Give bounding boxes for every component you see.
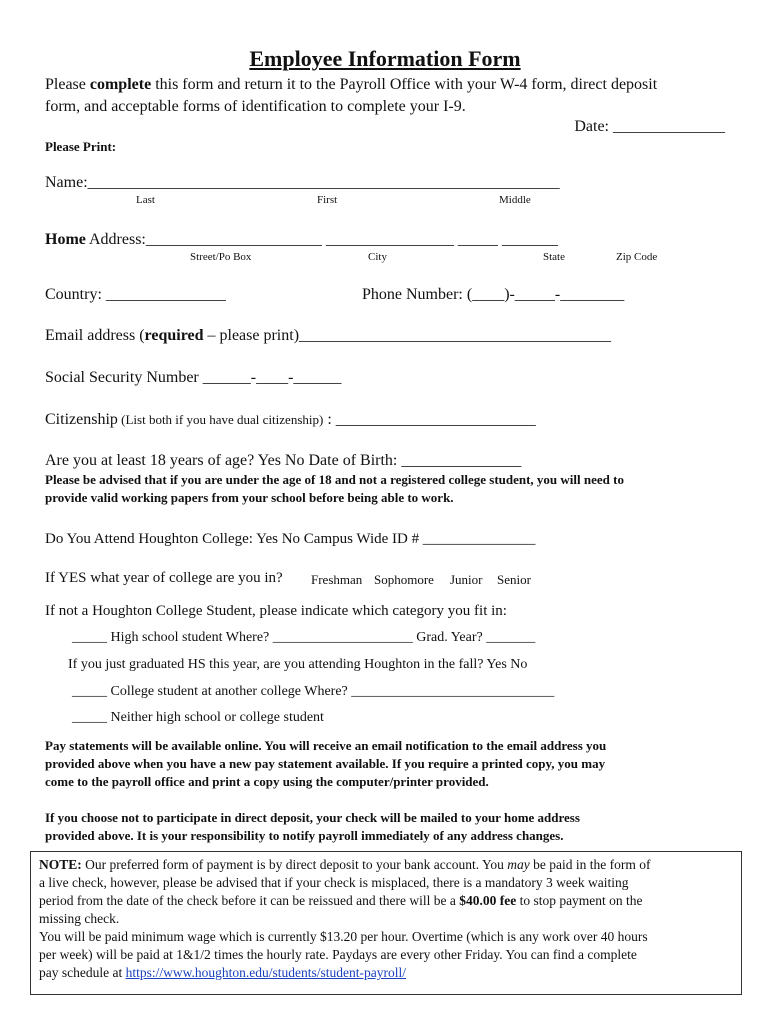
intro-line-2: form, and acceptable forms of identification to complete your I-9.: [45, 98, 466, 115]
note-box: [30, 851, 742, 995]
citizenship-hint: (List both if you have dual citizenship): [117, 412, 324, 427]
note-line-2: a live check, however, please be advised that if your check is misplaced, there is a mandatory 3 week waiting: [39, 875, 629, 890]
address-city-caption: City: [368, 251, 387, 263]
note-l3-c: to stop payment on the: [516, 893, 643, 908]
address-zip-caption: Zip Code: [616, 251, 658, 263]
name-first-caption: First: [317, 194, 338, 206]
address-field[interactable]: [45, 231, 558, 249]
houghton-question[interactable]: Do You Attend Houghton College: Yes No Campus Wide ID # _______________: [45, 531, 536, 547]
pay-statement-paragraph: [45, 737, 606, 791]
year-question: If YES what year of college are you in?: [45, 570, 283, 586]
year-option-freshman[interactable]: Freshman: [311, 572, 363, 587]
phone-field[interactable]: Phone Number: (____)-_____-________: [362, 286, 625, 303]
note-l7-a: pay schedule at: [39, 965, 126, 980]
email-label: Email address (: [45, 327, 145, 344]
note-fee: $40.00 fee: [459, 893, 517, 908]
age-note-line-1: Please be advised that if you are under the age of 18 and not a registered college student, you will need to: [45, 472, 624, 487]
note-l3-a: period from the date of the check before it can be reissued and there will be a: [39, 893, 460, 908]
form-title: Employee Information Form: [249, 46, 521, 71]
country-field[interactable]: Country: _______________: [45, 286, 226, 303]
note-text: [39, 856, 739, 982]
payroll-schedule-link[interactable]: https://www.houghton.edu/students/student-payroll/: [125, 965, 406, 980]
direct-deposit-line-1: If you choose not to participate in direct deposit, your check will be mailed to your home address: [45, 810, 580, 825]
name-field[interactable]: Name:___________________________________________________________: [45, 174, 560, 191]
note-line-4: missing check.: [39, 911, 120, 926]
citizenship-line: : _________________________: [323, 411, 536, 428]
year-option-sophomore[interactable]: Sophomore: [374, 572, 434, 587]
pay-statement-line-1: Pay statements will be available online. You will receive an email notification to the email address you: [45, 738, 607, 753]
citizenship-field[interactable]: [45, 411, 536, 429]
name-last-caption: Last: [136, 194, 155, 206]
note-line-1: [39, 856, 739, 874]
year-option-junior[interactable]: Junior: [450, 572, 483, 587]
citizenship-label: Citizenship: [45, 411, 118, 428]
college-line[interactable]: _____ College student at another college Where? _____________________________: [72, 684, 555, 699]
note-text-a: Our preferred form of payment is by direct deposit to your bank account. You: [81, 857, 508, 872]
age-question[interactable]: Are you at least 18 years of age? Yes No Date of Birth: _______________: [45, 452, 522, 469]
please-print-label: Please Print:: [45, 139, 117, 154]
note-may: may: [507, 857, 530, 872]
ssn-field[interactable]: Social Security Number ______-____-______: [45, 369, 342, 386]
intro-line-1: [45, 76, 657, 94]
email-field[interactable]: [45, 327, 611, 345]
note-line-3: [39, 892, 739, 910]
note-text-b: be paid in the form of: [529, 857, 651, 872]
email-line: – please print)_______________________________________: [203, 327, 612, 344]
note-label: NOTE:: [39, 857, 82, 872]
pay-statement-line-3: come to the payroll office and print a copy using the computer/printer provided.: [45, 774, 489, 789]
address-home-label: Home: [45, 231, 86, 248]
address-state-caption: State: [543, 251, 565, 263]
neither-line[interactable]: _____ Neither high school or college student: [72, 710, 324, 725]
age-note: [45, 471, 624, 507]
direct-deposit-line-2: provided above. It is your responsibility to notify payroll immediately of any address changes.: [45, 828, 564, 843]
age-note-line-2: provide valid working papers from your school before being able to work.: [45, 490, 454, 505]
address-line: Address:______________________ ________________ _____ _______: [85, 231, 558, 248]
high-school-line[interactable]: _____ High school student Where? ____________________ Grad. Year? _______: [72, 630, 536, 645]
note-line-7: [39, 964, 739, 982]
date-field[interactable]: Date: ______________: [574, 118, 725, 135]
email-required: required: [144, 327, 204, 344]
note-line-5: You will be paid minimum wage which is currently $13.20 per hour. Overtime (which is any work over 40 hours: [39, 929, 648, 944]
name-middle-caption: Middle: [499, 194, 531, 206]
intro-text-rest: this form and return it to the Payroll Office with your W-4 form, direct deposit: [151, 76, 658, 93]
direct-deposit-paragraph: [45, 809, 580, 845]
year-option-senior[interactable]: Senior: [497, 572, 531, 587]
intro-text: Please: [45, 76, 90, 93]
address-street-caption: Street/Po Box: [190, 251, 252, 263]
intro-complete: complete: [89, 76, 152, 93]
hs-graduate-question[interactable]: If you just graduated HS this year, are you attending Houghton in the fall? Yes No: [68, 657, 528, 672]
note-line-6: per week) will be paid at 1&1/2 times the hourly rate. Paydays are every other Friday. You can find a complete: [39, 947, 637, 962]
category-question: If not a Houghton College Student, please indicate which category you fit in:: [45, 603, 507, 619]
pay-statement-line-2: provided above when you have a new pay statement available. If you require a printed copy, you may: [45, 756, 606, 771]
